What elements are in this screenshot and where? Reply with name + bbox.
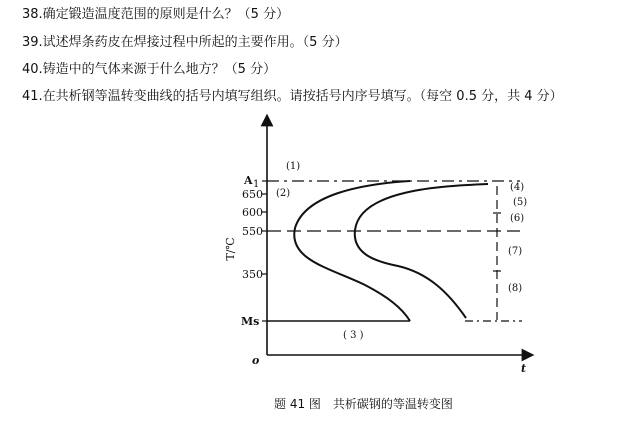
x-axis-title: t: [521, 362, 527, 375]
label-a1: A: [244, 174, 253, 187]
blank-1: (1): [286, 161, 301, 172]
blank-6: (6): [510, 213, 525, 224]
label-a1-subscript: 1: [253, 179, 260, 190]
figure-caption: 题 41 图 共析碳钢的等温转变图: [274, 397, 453, 411]
finish-curve: [355, 184, 488, 318]
question-41: 41.在共析钢等温转变曲线的括号内填写组织。请按括号内序号填写。（每空 0.5 分，共 4 分）: [22, 89, 563, 104]
origin-label: o: [252, 354, 260, 367]
question-40: 40.铸造中的气体来源于什么地方？（5 分）: [22, 62, 277, 77]
blank-8: (8): [508, 283, 523, 294]
start-curve: [294, 181, 410, 321]
question-39: 39.试述焊条药皮在焊接过程中所起的主要作用。（5 分）: [22, 35, 348, 50]
blank-3: ( 3 ): [343, 330, 364, 341]
y-axis-title: T/℃: [224, 237, 237, 261]
label-ms: Ms: [241, 315, 260, 328]
label-650: 650: [242, 188, 263, 201]
blank-4: (4): [510, 182, 525, 193]
question-38: 38.确定锻造温度范围的原则是什么？（5 分）: [22, 7, 290, 22]
blank-2: (2): [276, 188, 291, 199]
label-600: 600: [242, 206, 263, 219]
label-550: 550: [242, 225, 263, 238]
blank-5: (5): [513, 197, 528, 208]
label-350: 350: [242, 268, 263, 281]
blank-7: (7): [508, 246, 523, 257]
